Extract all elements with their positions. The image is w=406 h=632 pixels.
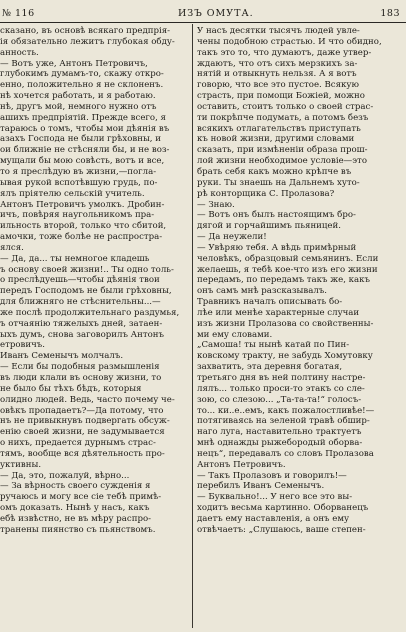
text-line: — Увѣряю тебя. А вѣдь примѣрный bbox=[197, 242, 357, 253]
text-line: — Вотъ уже, Антонъ Петровичъ, bbox=[0, 58, 148, 69]
text-line: — Да, это, пожалуй, вѣрно... bbox=[0, 470, 130, 481]
text-line: лѣе или менѣе характерные случаи bbox=[197, 307, 360, 318]
text-line: анность. bbox=[0, 47, 39, 58]
text-line: рѣ конторщика С. Пролазова? bbox=[197, 188, 335, 199]
text-line: глубокимъ думамъ-то, скажу откро- bbox=[0, 69, 164, 80]
text-line: ои ближніе не стѣсняли бы, и не воз- bbox=[0, 145, 170, 156]
text-line: передамъ, по передамъ такъ же, какъ bbox=[197, 275, 370, 286]
text-line: захватить, эта деревня богатая, bbox=[197, 362, 343, 373]
text-line: отвѣчаетъ: „Слушаюсь, ваше степен- bbox=[197, 524, 366, 535]
text-line: — Такъ Пролазовъ и говорилъ!— bbox=[197, 470, 347, 481]
text-line: ія обязательно лежитъ глубокая обду- bbox=[0, 36, 175, 47]
text-line: ашихъ предпріятій. Прежде всего, я bbox=[0, 112, 166, 123]
text-line: енію своей жизни, не задумывается bbox=[0, 427, 165, 438]
text-line: ъ отчаянію тяжелыхъ дней, затаен- bbox=[0, 318, 163, 329]
text-line: о преслѣдуешь—чтобы дѣянія твои bbox=[0, 275, 160, 286]
text-line: лялъ... только проси-то этакъ со сле- bbox=[197, 383, 365, 394]
text-line: ыхъ думъ, снова заговорилъ Антонъ bbox=[0, 329, 165, 340]
text-line: потягиваясь на зеленой травѣ обшир- bbox=[197, 416, 370, 427]
issue-number: № 116 bbox=[2, 8, 35, 19]
text-line: нятій и отвыкнуть нельзя. А я вотъ bbox=[197, 69, 357, 80]
text-line: Антонъ Петровичъ. bbox=[197, 459, 286, 470]
text-line: ми ему словами. bbox=[197, 329, 273, 340]
text-line: — Да неужели! bbox=[197, 232, 267, 243]
text-line: всякихъ отлагательствъ приступать bbox=[197, 123, 361, 134]
text-line: енно, положительно я не склоненъ. bbox=[0, 80, 164, 91]
right-column bbox=[197, 26, 402, 536]
page-number: 183 bbox=[380, 8, 400, 19]
text-line: сказать, при измѣненіи образа прош- bbox=[197, 145, 368, 156]
text-line: азахъ Господа не были грѣховны, и bbox=[0, 134, 161, 145]
text-line: не было бы тѣхъ бѣдъ, которыя bbox=[0, 383, 142, 394]
text-line: ходитъ весьма картинно. Оборванецъ bbox=[197, 503, 369, 514]
text-line: говорю, что все это пустое. Всякую bbox=[197, 80, 359, 91]
text-line: ывая рукой вспотѣвшую грудь, по- bbox=[0, 177, 158, 188]
text-line: желаешь, я тебѣ кое-что изъ его жизни bbox=[197, 264, 378, 275]
text-line: — Если бы подобныя размышленія bbox=[0, 362, 160, 373]
text-line: такъ это то, что думаютъ, даже утвер- bbox=[197, 47, 372, 58]
text-line: уктивны. bbox=[0, 459, 42, 470]
text-line: — Знаю. bbox=[197, 199, 235, 210]
text-line: лой жизни необходимое условіе—это bbox=[197, 156, 367, 167]
text-line: же послѣ продолжительнаго раздумья, bbox=[0, 307, 180, 318]
text-line: мущали бы мою совѣсть, вотъ и все, bbox=[0, 156, 165, 167]
text-line: — Да, да... ты немногое кладешь bbox=[0, 253, 150, 264]
text-line: Антонъ Петровичъ умолкъ. Дробин- bbox=[0, 199, 165, 210]
text-line: нѣ, другъ мой, немного нужно отъ bbox=[0, 101, 157, 112]
text-line: ильность второй, только что сбитой, bbox=[0, 221, 167, 232]
text-line: даетъ ему наставленія, а онъ ему bbox=[197, 513, 350, 524]
text-line: ъ основу своей жизни!.. Ты одно толь- bbox=[0, 264, 174, 275]
text-line: перебилъ Иванъ Семенычъ. bbox=[197, 481, 325, 492]
header-rule bbox=[0, 22, 406, 23]
text-line: ялся. bbox=[0, 242, 24, 253]
text-line: — Буквально!... У него все это вы- bbox=[197, 492, 353, 503]
text-line: етровичъ. bbox=[0, 340, 45, 351]
text-line: наго луга, наставительно трактуетъ bbox=[197, 427, 362, 438]
text-line: ручаюсь и могу все сіе тебѣ примѣ- bbox=[0, 492, 162, 503]
left-column bbox=[0, 26, 190, 536]
text-line: нецъ“, передавалъ со словъ Пролазова bbox=[197, 448, 374, 459]
text-line: то... ки..е..емъ, какъ пожалостливѣе!— bbox=[197, 405, 375, 416]
text-line: амочки, тоже болѣе не распростра- bbox=[0, 232, 163, 243]
text-line: дягой и горчайшимъ пьяницей. bbox=[197, 221, 341, 232]
text-line: ти покрѣпче подумать, а потомъ безъ bbox=[197, 112, 369, 123]
running-title: ИЗЪ ОМУТА. bbox=[178, 8, 254, 19]
text-line: въ люди клали въ основу жизни, то bbox=[0, 373, 162, 383]
page-header bbox=[0, 8, 406, 22]
text-line: сказано, въ основѣ всякаго предпрія- bbox=[0, 26, 171, 36]
text-line: овѣкъ пропадаетъ?—Да потому, что bbox=[0, 405, 164, 416]
text-line: олидно людей. Ведь, часто почему че- bbox=[0, 394, 175, 405]
text-line: изъ жизни Пролазова со свойственны- bbox=[197, 318, 374, 329]
text-line: ждаютъ, что отъ сихъ мерзкихъ за- bbox=[197, 58, 358, 69]
text-line: то я преслѣдую въ жизни,—погла- bbox=[0, 166, 157, 177]
text-line: У насъ десятки тысячъ людей увле- bbox=[197, 26, 360, 36]
text-line: чены подобною страстью. И что обидно, bbox=[197, 36, 382, 47]
text-line: Иванъ Семенычъ молчалъ. bbox=[0, 351, 124, 362]
text-line: — Вотъ онъ былъ настоящимъ бро- bbox=[197, 210, 356, 221]
text-line: ковскому тракту, не забудь Хомутовку bbox=[197, 351, 373, 362]
text-line: ялъ пріятелю сельскій учитель. bbox=[0, 188, 145, 199]
text-line: — За вѣрность своего сужденія я bbox=[0, 481, 151, 492]
text-line: для ближняго не стѣснительны...— bbox=[0, 297, 161, 308]
text-line: ичъ, повѣряя наугольникомъ пра- bbox=[0, 210, 155, 221]
column-divider bbox=[192, 24, 193, 628]
text-line: тараюсь о томъ, чтобы мои дѣянія въ bbox=[0, 123, 170, 134]
text-line: тямъ, вообще вся дѣятельность про- bbox=[0, 448, 165, 459]
text-line: передъ Господомъ не были грѣховны, bbox=[0, 286, 172, 297]
text-line: третьяго дня въ ней полтину настре- bbox=[197, 373, 366, 383]
text-line: транены пиянство съ пьянствомъ. bbox=[0, 524, 156, 535]
text-line: омъ доказать. Нынѣ у насъ, какъ bbox=[0, 503, 150, 514]
text-line: „Самоша! ты нынѣ катай по Пин- bbox=[197, 340, 350, 351]
text-line: о нихъ, предается дурнымъ страс- bbox=[0, 438, 156, 449]
text-line: къ новой жизни, другими словами bbox=[197, 134, 355, 145]
text-line: мнѣ однажды рыжебородый оборва- bbox=[197, 438, 363, 449]
text-line: Травникъ началъ описывать бо- bbox=[197, 297, 343, 308]
text-line: человѣкъ, образцовый семьянинъ. Если bbox=[197, 253, 379, 264]
text-line: руки. Ты знаешь на Дальнемъ хуто- bbox=[197, 177, 360, 188]
text-line: нъ не привыкнувъ подвергать обсуж- bbox=[0, 416, 170, 427]
text-line: брать себя какъ можно крѣпче въ bbox=[197, 166, 352, 177]
text-line: онъ самъ мнѣ разсказывалъ. bbox=[197, 286, 328, 297]
text-line: страсть, при помощи Божіей, можно bbox=[197, 91, 365, 102]
text-line: ебѣ извѣстно, не въ мѣру распро- bbox=[0, 513, 152, 524]
text-line: нѣ хочется работать, и я работаю. bbox=[0, 91, 156, 102]
text-line: оставить, стоитъ только о своей страс- bbox=[197, 101, 374, 112]
text-line: зою, со слезою... „Та-та-та!“ голосъ- bbox=[197, 394, 362, 405]
